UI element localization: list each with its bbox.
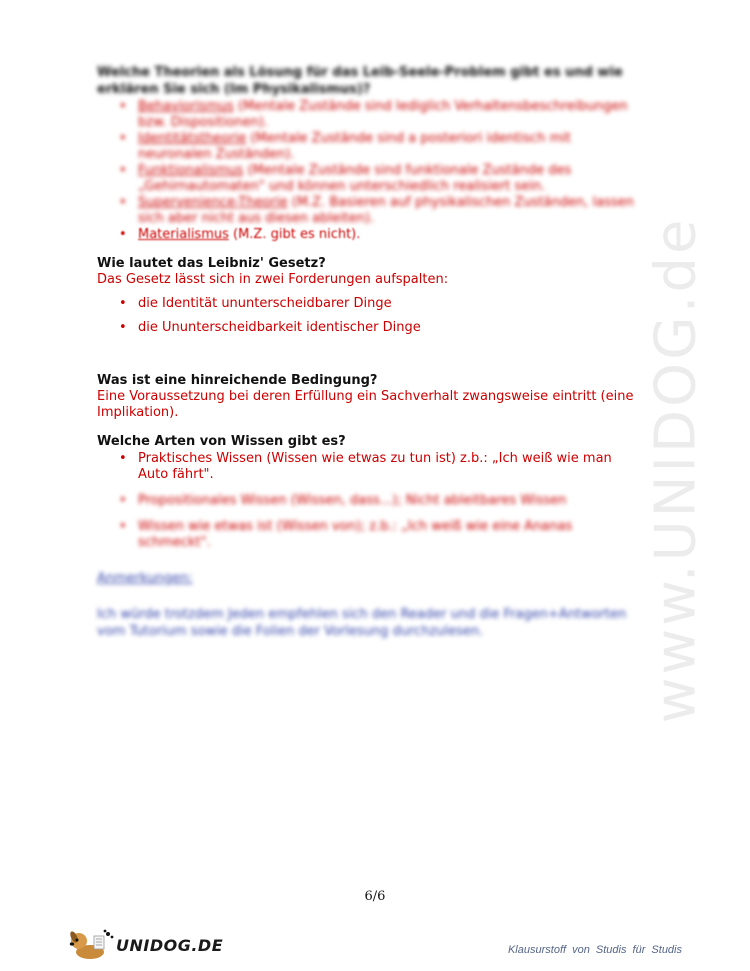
answer-text: Eine Voraussetzung bei deren Erfüllung ein Sachverhalt zwangsweise eintritt (eine Implikation). xyxy=(97,389,634,420)
question-heading: Wie lautet das Leibniz' Gesetz? xyxy=(97,256,326,271)
footer-tagline: Klausurstoff von Studis für Studis xyxy=(507,944,682,956)
question-heading: Was ist eine hinreichende Bedingung? xyxy=(97,373,378,388)
list-item: • Behaviorismus (Mentale Zustände sind lediglich Verhaltensbeschreibungen bzw. Dispositionen). xyxy=(119,99,642,131)
list-item: • Supervenience-Theorie (M.Z. Basieren auf physikalischen Zuständen, lassen sich aber nicht aus diesen ableiten). xyxy=(119,195,642,227)
section-wissen xyxy=(97,433,642,551)
wissen-list xyxy=(97,451,642,551)
unidog-logo xyxy=(68,928,223,962)
page-number: 6/6 xyxy=(364,889,386,904)
list-item: • Identitätstheorie (Mentale Zustände sind a posteriori identisch mit neuronalen Zuständen). xyxy=(119,131,642,163)
logo-text: UNIDOG.DE xyxy=(116,935,224,955)
section-leibniz xyxy=(97,255,642,336)
list-item: • Praktisches Wissen (Wissen wie etwas zu tun ist) z.b.: „Ich weiß wie man Auto fährt". xyxy=(119,451,642,483)
list-item: • Materialismus (M.Z. gibt es nicht). xyxy=(119,227,642,243)
watermark: www.UNIDOG.de xyxy=(643,216,709,724)
question-heading: Welche Arten von Wissen gibt es? xyxy=(97,434,346,449)
notes-heading: Anmerkungen: xyxy=(97,571,193,586)
leibniz-list xyxy=(97,296,642,336)
list-item: • Propositionales Wissen (Wissen, dass...); Nicht ableitbares Wissen xyxy=(119,493,642,509)
answer-text: Das Gesetz lässt sich in zwei Forderungen aufspalten: xyxy=(97,272,449,287)
list-item: • die Ununterscheidbarkeit identischer Dinge xyxy=(119,320,642,336)
section-bedingung xyxy=(97,372,642,421)
dog-icon xyxy=(68,928,114,962)
list-item: • die Identität ununterscheidbarer Dinge xyxy=(119,296,642,312)
document-body xyxy=(97,64,642,640)
theory-list xyxy=(97,99,642,243)
question-heading: Welche Theorien als Lösung für das Leib-Seele-Problem gibt es und wie erklären Sie sich (Im Physikalismus)? xyxy=(97,65,623,97)
list-item: • Wissen wie etwas ist (Wissen von); z.b.: „Ich weiß wie eine Ananas schmeckt". xyxy=(119,519,642,551)
section-leib-seele xyxy=(97,64,642,243)
notes-text: Ich würde trotzdem Jeden empfehlen sich den Reader und die Fragen+Antworten vom Tutorium sowie die Folien der Vorlesung durchzulesen. xyxy=(97,607,627,639)
list-item: • Funktionalismus (Mentale Zustände sind funktionale Zustände des „Gehirnautomaten" und können unterschiedlich realisiert sein. xyxy=(119,163,642,195)
section-notes xyxy=(97,571,642,640)
